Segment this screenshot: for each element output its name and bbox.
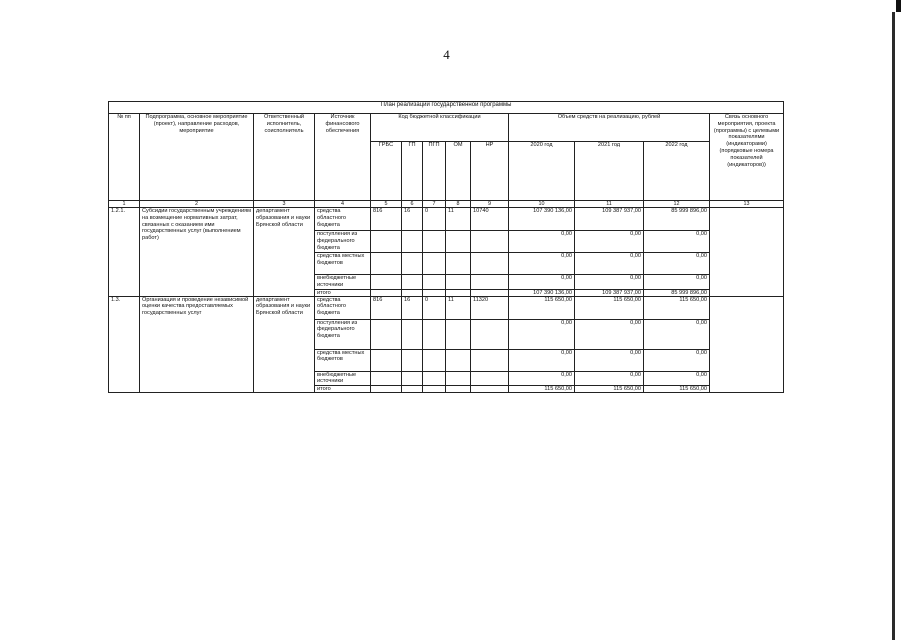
code-gp xyxy=(402,289,423,296)
amount-2020: 0,00 xyxy=(509,349,575,371)
amount-2020: 0,00 xyxy=(509,371,575,386)
code-nr xyxy=(471,386,509,393)
code-nr xyxy=(471,371,509,386)
funding-source: поступления из федерального бюджета xyxy=(315,319,371,349)
amount-2022: 0,00 xyxy=(644,231,710,253)
total-2021: 109 387 937,00 xyxy=(575,289,644,296)
header-nr: НР xyxy=(471,142,509,201)
column-number: 13 xyxy=(710,201,784,208)
code-nr xyxy=(471,289,509,296)
code-grbs xyxy=(371,371,402,386)
column-number: 12 xyxy=(644,201,710,208)
code-grbs xyxy=(371,319,402,349)
amount-2020: 0,00 xyxy=(509,231,575,253)
amount-2021: 0,00 xyxy=(575,231,644,253)
code-om xyxy=(446,319,471,349)
funding-source: средства областного бюджета xyxy=(315,296,371,319)
code-nr: 11320 xyxy=(471,296,509,319)
code-pgp: 0 xyxy=(423,208,446,231)
total-2022: 115 650,00 xyxy=(644,386,710,393)
indicator-link xyxy=(710,296,784,393)
code-nr xyxy=(471,349,509,371)
total-2020: 115 650,00 xyxy=(509,386,575,393)
column-number: 10 xyxy=(509,201,575,208)
activity-name: Субсидии государственным учреждениям на возмещение нормативных затрат, связанных с оказанием ими государственных услуг (выполнением работ) xyxy=(140,208,254,297)
amount-2022: 0,00 xyxy=(644,319,710,349)
total-2020: 107 390 136,00 xyxy=(509,289,575,296)
table-row xyxy=(109,296,784,319)
code-grbs xyxy=(371,231,402,253)
code-pgp xyxy=(423,319,446,349)
column-number: 1 xyxy=(109,201,140,208)
header-subprogram: Подпрограмма, основное мероприятие (проект), направление расходов, мероприятие xyxy=(140,114,254,201)
funding-source: внебюджетные источники xyxy=(315,371,371,386)
funding-source: внебюджетные источники xyxy=(315,275,371,290)
code-grbs xyxy=(371,253,402,275)
code-gp xyxy=(402,231,423,253)
column-number: 11 xyxy=(575,201,644,208)
amount-2022: 0,00 xyxy=(644,275,710,290)
indicator-link xyxy=(710,208,784,297)
code-pgp xyxy=(423,349,446,371)
header-source: Источник финансового обеспечения xyxy=(315,114,371,201)
header-num: № пп xyxy=(109,114,140,201)
code-gp xyxy=(402,386,423,393)
amount-2022: 85 999 896,00 xyxy=(644,208,710,231)
program-plan-table xyxy=(108,101,784,393)
code-om xyxy=(446,275,471,290)
activity-name: Организация и проведение независимой оценки качества предоставляемых государственных услуг xyxy=(140,296,254,393)
code-grbs xyxy=(371,386,402,393)
column-number: 6 xyxy=(402,201,423,208)
amount-2021: 0,00 xyxy=(575,371,644,386)
code-gp xyxy=(402,371,423,386)
code-gp: 16 xyxy=(402,296,423,319)
code-grbs: 816 xyxy=(371,208,402,231)
header-pgp: ПГП xyxy=(423,142,446,201)
header-row xyxy=(109,114,784,142)
code-om xyxy=(446,371,471,386)
page-edge-line xyxy=(892,12,895,640)
header-year-2022: 2022 год xyxy=(644,142,710,201)
column-number: 9 xyxy=(471,201,509,208)
header-link: Связь основного мероприятия, проекта (программы) с целевыми показателями (индикаторами) (порядковые номера показателей (индикаторов)) xyxy=(710,114,784,201)
column-number: 4 xyxy=(315,201,371,208)
funding-source-total: итого xyxy=(315,289,371,296)
row-number: 1.2.1. xyxy=(109,208,140,297)
code-gp xyxy=(402,275,423,290)
funding-source: средства областного бюджета xyxy=(315,208,371,231)
code-gp xyxy=(402,349,423,371)
code-grbs xyxy=(371,349,402,371)
code-nr: 10740 xyxy=(471,208,509,231)
table-title-row xyxy=(109,102,784,114)
table-title: План реализации государственной программы xyxy=(109,102,784,114)
code-pgp xyxy=(423,289,446,296)
code-om xyxy=(446,231,471,253)
header-grbs: ГРБС xyxy=(371,142,402,201)
amount-2020: 107 390 136,00 xyxy=(509,208,575,231)
code-pgp xyxy=(423,253,446,275)
code-grbs: 816 xyxy=(371,296,402,319)
amount-2022: 115 650,00 xyxy=(644,296,710,319)
code-nr xyxy=(471,253,509,275)
code-om xyxy=(446,289,471,296)
header-gp: ГП xyxy=(402,142,423,201)
amount-2020: 115 650,00 xyxy=(509,296,575,319)
code-nr xyxy=(471,231,509,253)
code-om xyxy=(446,253,471,275)
header-year-2020: 2020 год xyxy=(509,142,575,201)
executor-name: департамент образования и науки Брянской области xyxy=(254,208,315,297)
amount-2021: 0,00 xyxy=(575,275,644,290)
total-2022: 85 999 896,00 xyxy=(644,289,710,296)
header-executor: Ответственный исполнитель, соисполнитель xyxy=(254,114,315,201)
code-grbs xyxy=(371,275,402,290)
column-number-row xyxy=(109,201,784,208)
page-corner-mark xyxy=(896,0,901,12)
funding-source: средства местных бюджетов xyxy=(315,253,371,275)
amount-2020: 0,00 xyxy=(509,275,575,290)
column-number: 8 xyxy=(446,201,471,208)
code-pgp xyxy=(423,371,446,386)
amount-2021: 0,00 xyxy=(575,319,644,349)
amount-2022: 0,00 xyxy=(644,253,710,275)
header-year-2021: 2021 год xyxy=(575,142,644,201)
executor-name: департамент образования и науки Брянской области xyxy=(254,296,315,393)
amount-2020: 0,00 xyxy=(509,253,575,275)
funding-source-total: итого xyxy=(315,386,371,393)
code-om: 11 xyxy=(446,296,471,319)
amount-2022: 0,00 xyxy=(644,349,710,371)
column-number: 2 xyxy=(140,201,254,208)
code-pgp: 0 xyxy=(423,296,446,319)
code-gp xyxy=(402,253,423,275)
code-gp xyxy=(402,319,423,349)
code-om xyxy=(446,386,471,393)
funding-source: средства местных бюджетов xyxy=(315,349,371,371)
amount-2021: 109 387 937,00 xyxy=(575,208,644,231)
amount-2020: 0,00 xyxy=(509,319,575,349)
column-number: 3 xyxy=(254,201,315,208)
column-number: 7 xyxy=(423,201,446,208)
code-gp: 16 xyxy=(402,208,423,231)
code-om: 11 xyxy=(446,208,471,231)
header-om: ОМ xyxy=(446,142,471,201)
total-2021: 115 650,00 xyxy=(575,386,644,393)
column-number: 5 xyxy=(371,201,402,208)
code-pgp xyxy=(423,386,446,393)
header-budget-codes: Код бюджетной классификации xyxy=(371,114,509,142)
amount-2021: 0,00 xyxy=(575,253,644,275)
funding-source: поступления из федерального бюджета xyxy=(315,231,371,253)
row-number: 1.3. xyxy=(109,296,140,393)
code-om xyxy=(446,349,471,371)
amount-2022: 0,00 xyxy=(644,371,710,386)
amount-2021: 0,00 xyxy=(575,349,644,371)
code-nr xyxy=(471,275,509,290)
table-row xyxy=(109,208,784,231)
code-pgp xyxy=(423,275,446,290)
amount-2021: 115 650,00 xyxy=(575,296,644,319)
code-nr xyxy=(471,319,509,349)
code-pgp xyxy=(423,231,446,253)
code-grbs xyxy=(371,289,402,296)
page-number: 4 xyxy=(443,47,450,62)
header-funding-volume: Объем средств на реализацию, рублей xyxy=(509,114,710,142)
